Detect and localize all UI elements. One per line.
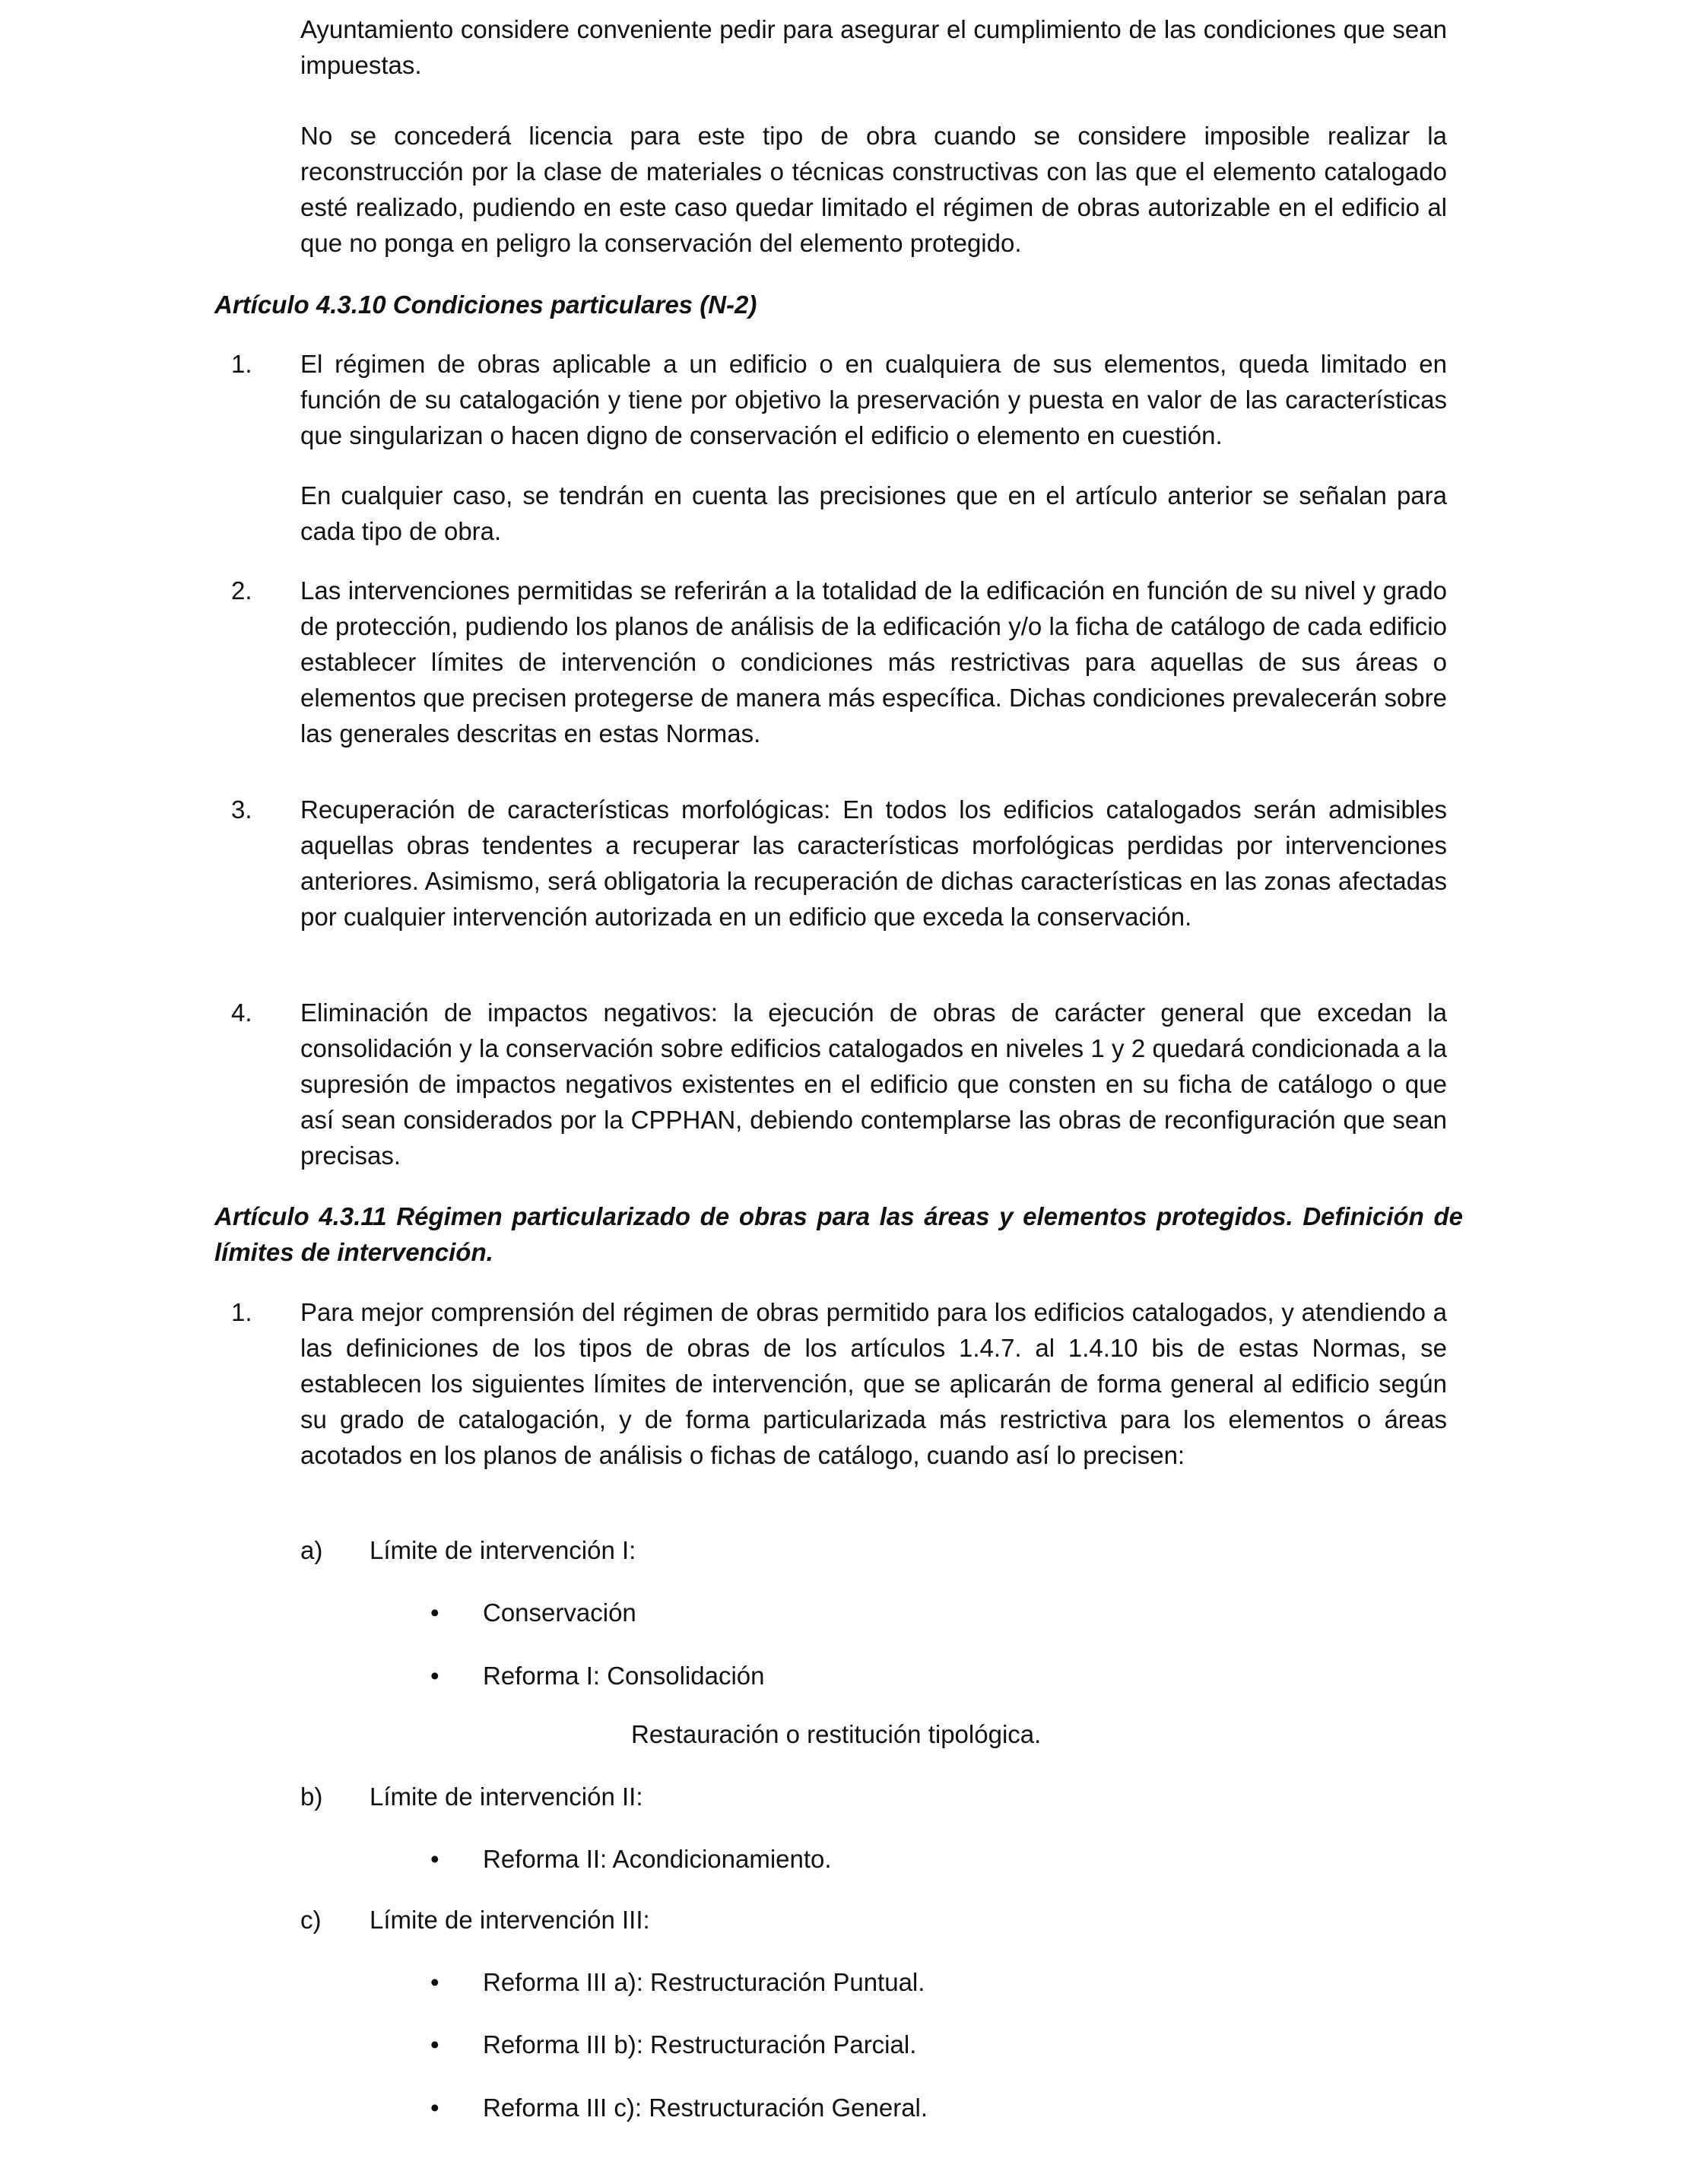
limit-c-bullet-3: Reforma III c): Restructuración General. xyxy=(483,2094,928,2122)
limit-label-c: c) xyxy=(300,1906,322,1934)
item-number: 4. xyxy=(231,998,252,1027)
bullet-icon: • xyxy=(430,2094,439,2122)
limit-c-bullet-2: Reforma III b): Restructuración Parcial. xyxy=(483,2030,917,2059)
item-text: Recuperación de características morfológicas: En todos los edificios catalogados serán admisibles aquellas obras tendentes a recuperar las características morfológicas perdidas por intervenciones anteriores. Asimismo, será obligatoria la recuperación de dichas características en las zonas afectadas por cualquier intervención autorizada en un edificio que exceda la conservación. xyxy=(300,795,1447,931)
item-number: 2. xyxy=(231,576,252,605)
bullet-icon: • xyxy=(430,1968,439,1996)
article-4-3-10-heading: Artículo 4.3.10 Condiciones particulares (N-2) xyxy=(214,290,757,319)
item-text: Las intervenciones permitidas se referirán a la totalidad de la edificación en función de su nivel y grado de protección, pudiendo los planos de análisis de la edificación y/o la ficha de catálogo de cada edificio establecer límites de intervención o condiciones más restrictivas para aquellas de sus áreas o elementos que precisen protegerse de manera más específica. Dichas condiciones prevalecerán sobre las generales descritas en estas Normas. xyxy=(300,576,1447,748)
limit-title-a: Límite de intervención I: xyxy=(370,1536,636,1564)
limit-a-bullet-2-continuation: Restauración o restitución tipológica. xyxy=(631,1720,1042,1748)
limit-a-bullet-2: Reforma I: Consolidación xyxy=(483,1662,765,1690)
intro-paragraph-1: Ayuntamiento considere conveniente pedir para asegurar el cumplimiento de las condiciones que sean impuestas. xyxy=(300,15,1447,79)
intro-paragraph-2: No se concederá licencia para este tipo de obra cuando se considere imposible realizar la reconstrucción por la clase de materiales o técnicas constructivas con las que el elemento catalogado esté realizado, pudiendo en este caso quedar limitado el régimen de obras autorizable en el edificio al que no ponga en peligro la conservación del elemento protegido. xyxy=(300,122,1447,257)
bullet-icon: • xyxy=(430,1598,439,1627)
item-text: Eliminación de impactos negativos: la ejecución de obras de carácter general que excedan la consolidación y la conservación sobre edificios catalogados en niveles 1 y 2 quedará condicionada a la supresión de impactos negativos existentes en el edificio que consten en su ficha de catálogo o que así sean considerados por la CPPHAN, debiendo contemplarse las obras de reconfiguración que sean precisas. xyxy=(300,998,1447,1170)
article-4-3-11-heading: Artículo 4.3.11 Régimen particularizado de obras para las áreas y elementos protegidos. Definición de límites de intervención. xyxy=(214,1202,1463,1266)
item-text-extra: En cualquier caso, se tendrán en cuenta las precisiones que en el artículo anterior se señalan para cada tipo de obra. xyxy=(300,481,1447,545)
limit-b-bullet-1: Reforma II: Acondicionamiento. xyxy=(483,1845,832,1873)
limit-c-bullet-1: Reforma III a): Restructuración Puntual. xyxy=(483,1968,925,1996)
item-number: 1. xyxy=(231,1298,252,1326)
bullet-icon: • xyxy=(430,2030,439,2059)
limit-title-c: Límite de intervención III: xyxy=(370,1906,650,1934)
bullet-icon: • xyxy=(430,1662,439,1690)
limit-label-a: a) xyxy=(300,1536,323,1564)
limit-title-b: Límite de intervención II: xyxy=(370,1782,643,1811)
item-text: El régimen de obras aplicable a un edificio o en cualquiera de sus elementos, queda limitado en función de su catalogación y tiene por objetivo la preservación y puesta en valor de las características que singularizan o hacen digno de conservación el edificio o elemento en cuestión. xyxy=(300,350,1447,449)
limit-label-b: b) xyxy=(300,1782,323,1811)
limit-a-bullet-1: Conservación xyxy=(483,1598,636,1627)
item-text: Para mejor comprensión del régimen de obras permitido para los edificios catalogados, y atendiendo a las definiciones de los tipos de obras de los artículos 1.4.7. al 1.4.10 bis de estas Normas, se establecen los siguientes límites de intervención, que se aplicarán de forma general al edificio según su grado de catalogación, y de forma particularizada más restrictiva para los elementos o áreas acotados en los planos de análisis o fichas de catálogo, cuando así lo precisen: xyxy=(300,1298,1447,1469)
item-number: 3. xyxy=(231,795,252,824)
item-number: 1. xyxy=(231,350,252,378)
bullet-icon: • xyxy=(430,1845,439,1873)
